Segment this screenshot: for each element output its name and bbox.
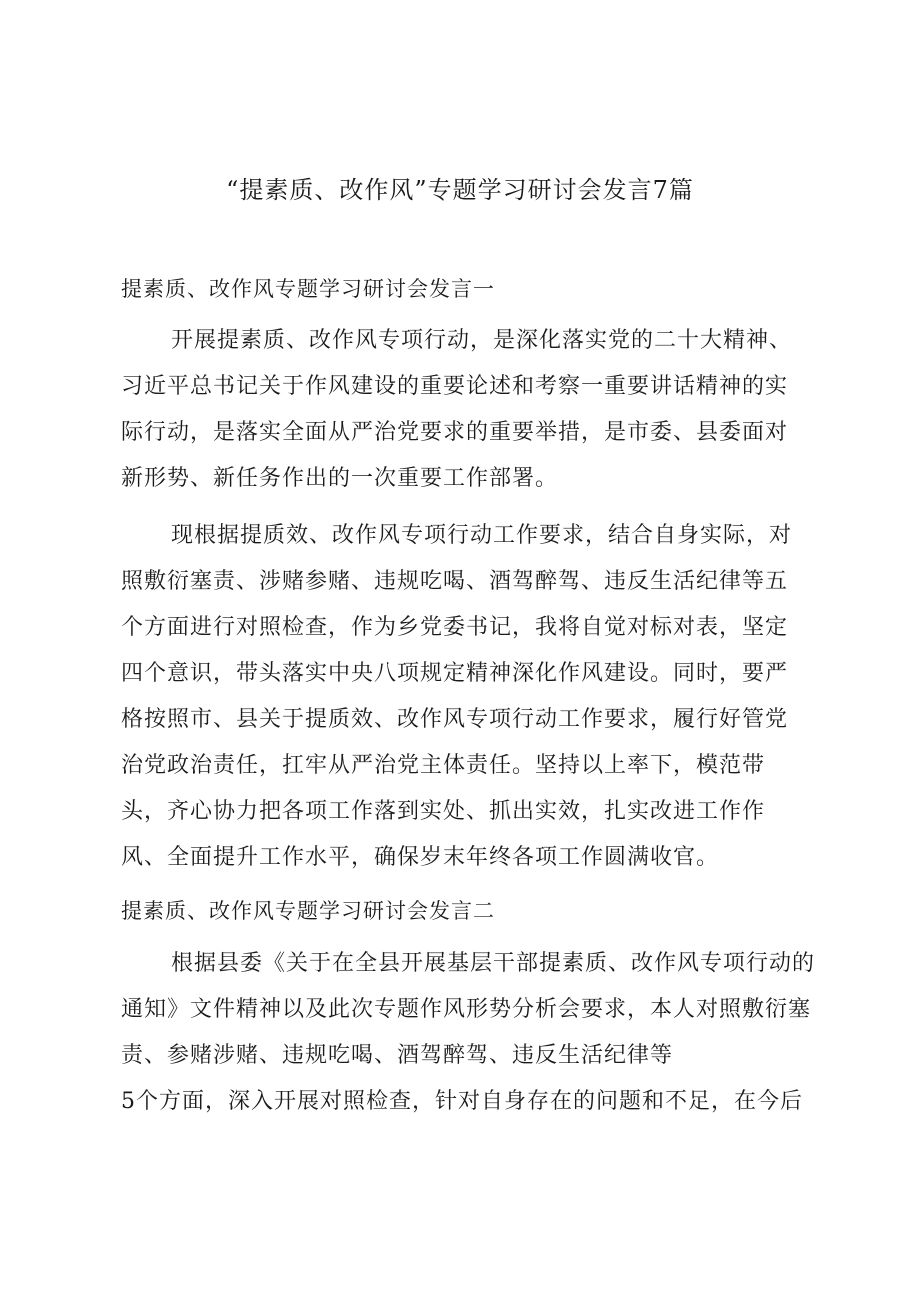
s1-p1-line-1: 开展提素质、改作风专项行动，是深化落实党的二十大精神、 xyxy=(171,328,793,353)
s2-p1-line-3: 责、参赌涉赌、违规吃喝、酒驾醉驾、违反生活纪律等 xyxy=(121,1043,674,1068)
s1-p2-line-3: 个方面进行对照检查，作为乡党委书记，我将自觉对标对表，坚定 xyxy=(121,615,789,640)
s1-p1-line-4: 新形势、新任务作出的一次重要工作部署。 xyxy=(121,466,559,491)
s1-p1-line-3: 际行动，是落实全面从严治党要求的重要举措，是市委、县委面对 xyxy=(121,420,789,445)
s1-p2-line-8: 风、全面提升工作水平，确保岁末年终各项工作圆满收官。 xyxy=(121,845,720,870)
s1-p1-line-2: 习近平总书记关于作风建设的重要论述和考察一重要讲话精神的实 xyxy=(121,374,789,399)
s1-p2-line-6: 治党政治责任，扛牢从严治党主体责任。坚持以上率下，模范带 xyxy=(121,753,766,778)
s1-p2-line-5: 格按照市、县关于提质效、改作风专项行动工作要求，履行好管党 xyxy=(121,707,789,732)
section-2-heading: 提素质、改作风专题学习研讨会发言二 xyxy=(121,899,495,923)
section-1-heading: 提素质、改作风专题学习研讨会发言一 xyxy=(121,277,495,301)
s1-p2-line-4: 四个意识，带头落实中央八项规定精神深化作风建设。同时，要严 xyxy=(121,661,789,686)
s1-p2-line-1: 现根据提质效、改作风专项行动工作要求，结合自身实际，对 xyxy=(171,523,793,548)
s2-p1-line-1: 根据县委《关于在全县开展基层干部提素质、改作风专项行动的 xyxy=(171,951,816,976)
s2-p1-line-2: 通知》文件精神以及此次专题作风形势分析会要求，本人对照敷衍塞 xyxy=(121,997,812,1022)
document-title: “提素质、改作风”专题学习研讨会发言7篇 xyxy=(226,176,694,204)
s1-p2-line-7: 头，齐心协力把各项工作落到实处、抓出实效，扎实改进工作作 xyxy=(121,799,766,824)
s1-p2-line-2: 照敷衍塞责、涉赌参赌、违规吃喝、酒驾醉驾、违反生活纪律等五 xyxy=(121,569,789,594)
s2-p1-line-4: 5个方面，深入开展对照检查，针对自身存在的问题和不足，在今后 xyxy=(121,1089,803,1114)
